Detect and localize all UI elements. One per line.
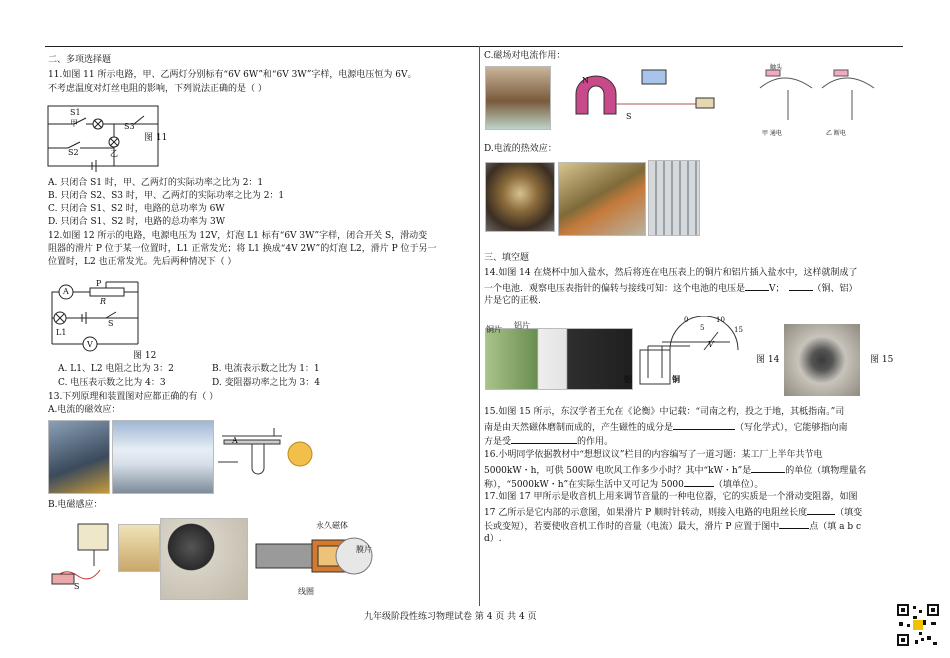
q17-answer-blank-2[interactable] <box>779 520 809 529</box>
q15-answer-blank-1[interactable] <box>673 421 735 430</box>
fig11-jia: 甲 <box>70 119 78 128</box>
q11-option-a: A. 只闭合 S1 时，甲、乙两灯的实际功率之比为 2：1 <box>48 178 264 188</box>
microphone-diagram <box>252 526 376 590</box>
fig14-copper-label: 铜片 <box>486 325 502 334</box>
q14-text-2b: V； <box>769 284 785 294</box>
q16-answer-blank-1[interactable] <box>751 464 785 473</box>
fig11-s1: S1 <box>70 108 81 117</box>
q12-text-3: 位置时，L2 也正常发光。先后两种情况下（ ） <box>48 257 237 267</box>
column-divider <box>479 46 480 606</box>
q15-text-2 <box>484 421 848 434</box>
q16-text-2 <box>484 464 866 477</box>
q13-option-d: D.电流的热效应： <box>484 144 557 154</box>
figB-s: S <box>74 582 80 591</box>
figB-magnet: 永久磁体 <box>316 521 348 530</box>
oil-heater-photo <box>648 160 700 236</box>
q12-text-2: 阻器的滑片 P 位于某一位置时，L1 正常发光；将 L1 换成“4V 2W”的灯泡 L2，滑片 P 位于另一 <box>48 244 437 254</box>
electric-relay-photo <box>558 162 646 236</box>
q13-text: 13.下列原理和装置图对应都正确的有（ ） <box>48 392 219 402</box>
q15-text-3 <box>484 435 613 448</box>
fig14-aluminum-label: 铝片 <box>514 321 530 330</box>
qr-code-icon <box>895 602 941 648</box>
fig14-tick-0: 0 <box>684 316 689 324</box>
q15-text-3a: 方是受 <box>484 437 512 447</box>
q14-text-1: 14.如图 14 在烧杯中加入盐水，然后将连在电压表上的铜片和铝片插入盐水中，这样就制成了 <box>484 268 858 278</box>
galvanometer-photo <box>118 524 160 572</box>
q14-answer-blank-1[interactable] <box>745 282 769 291</box>
figure-11-circuit <box>44 98 194 178</box>
generator-photo <box>160 518 248 600</box>
q11-option-d: D. 只闭合 S1、S2 时，电路的总功率为 3W <box>48 217 225 227</box>
q16-text-3 <box>484 478 763 491</box>
q11-option-c: C. 只闭合 S1、S2 时，电路的总功率为 6W <box>48 204 225 214</box>
q17-text-3b: 点（填 a b c <box>809 522 862 532</box>
q13-option-c: C.磁场对电流作用： <box>484 51 566 61</box>
magnetic-force-diagram <box>556 64 736 130</box>
fig14-v: V <box>708 340 714 349</box>
figB-coil: 线圈 <box>298 587 314 596</box>
q11-option-b: B. 只闭合 S2、S3 时，甲、乙两灯的实际功率之比为 2：1 <box>48 191 285 201</box>
section-3-title: 三、填空题 <box>484 253 530 263</box>
figC-s: S <box>626 112 632 121</box>
q13-option-b: B.电磁感应： <box>48 500 103 510</box>
q17-text-1: 17.如图 17 甲所示是收音机上用来调节音量的一种电位器，它的实质是一个滑动变阻器，如图 <box>484 492 858 502</box>
q14-answer-blank-2[interactable] <box>789 282 813 291</box>
fig12-voltmeter: V <box>87 340 93 349</box>
q17-text-4: d）. <box>484 534 502 544</box>
q15-answer-blank-2[interactable] <box>511 435 577 444</box>
q16-text-3b: （填单位）。 <box>713 480 764 490</box>
q17-text-2a: 17 乙所示是它内部的示意图，如果滑片 P 顺时针转动，则接入电路的电阻丝长度 <box>484 508 808 518</box>
fig12-l1: L1 <box>56 328 67 337</box>
fig11-s2: S2 <box>68 148 79 157</box>
q12-option-c: C. 电压表示数之比为 4：3 <box>58 378 166 388</box>
figA-label: A <box>232 436 238 445</box>
fig14-cu2: 铜 <box>672 374 680 384</box>
q16-text-2b: 的单位（填物理量名 <box>785 466 867 476</box>
section-2-title: 二、多项选择题 <box>48 55 112 65</box>
q16-text-1: 16.小明同学依据教材中“想想议议”栏目的内容编写了一道习题：某工厂上半年共节电 <box>484 450 823 460</box>
motor-model-photo <box>485 66 551 130</box>
q11-text-1: 11.如图 11 所示电路，甲、乙两灯分别标有“6V 6W”和“6V 3W”字样，电源电压恒为 6V。 <box>48 70 417 80</box>
fig15-caption: 图 15 <box>870 355 894 365</box>
figC-n: N <box>582 76 589 85</box>
q17-answer-blank-1[interactable] <box>807 506 835 515</box>
figC-jia: 甲 通电 <box>762 130 782 137</box>
fig14-caption: 图 14 <box>756 355 780 365</box>
q12-text-1: 12.如图 12 所示的电路，电源电压为 12V，灯泡 L1 标有“6V 3W”字样，闭合开关 S，滑动变 <box>48 231 428 241</box>
page-footer: 九年级阶段性练习物理试卷 第 4 页 共 4 页 <box>364 612 537 622</box>
fig14-tick-15: 15 <box>734 326 743 334</box>
q16-answer-blank-2[interactable] <box>684 478 714 487</box>
q12-option-a: A. L1、L2 电阻之比为 3：2 <box>58 364 174 374</box>
fig11-s3: S3 <box>124 122 135 131</box>
figB-membrane: 膜片 <box>356 545 372 554</box>
fig12-caption: 图 12 <box>133 351 157 361</box>
top-rule <box>45 46 903 47</box>
q15-text-1: 15.如图 15 所示，东汉学者王允在《论衡》中记载：“司南之杓，投之于地，其柢指南。”司 <box>484 407 845 417</box>
q17-text-3 <box>484 520 861 533</box>
q16-text-3a: 称），“5000kW・h”在实际生活中又可记为 5000 <box>484 480 684 490</box>
fig12-p: P <box>96 279 102 288</box>
q14-text-2c: （铜、铝） <box>812 284 858 294</box>
q16-text-2a: 5000kW・h，可供 500W 电吹风工作多少小时？其中“kW・h”是 <box>484 466 752 476</box>
q17-text-2 <box>484 506 862 519</box>
maglev-train-photo <box>112 420 214 494</box>
q15-text-2b: （写化学式），它能够指向南 <box>735 423 848 433</box>
q13-option-a: A.电流的磁效应： <box>48 405 121 415</box>
q11-text-2: 不考虑温度对灯丝电阻的影响，下列说法正确的是（ ） <box>48 84 267 94</box>
q12-option-b: B. 电流表示数之比为 1：1 <box>212 364 320 374</box>
fig11-caption: 图 11 <box>144 133 168 143</box>
salt-water-battery-photo <box>485 328 633 390</box>
figC-contact: 触头 <box>770 64 783 71</box>
q14-text-2a: 一个电池．观察电压表指针的偏转与接线可知：这个电池的电压是 <box>484 284 746 294</box>
fig14-tick-10: 10 <box>716 316 725 324</box>
q15-text-2a: 南是由天然磁体磨制而成的，产生磁性的成分是 <box>484 423 674 433</box>
hot-plate-photo <box>485 162 555 232</box>
figC-yi: 乙 断电 <box>826 130 846 137</box>
fig11-yi: 乙 <box>110 149 118 158</box>
electric-bell-diagram <box>214 422 318 486</box>
q14-text-2 <box>484 282 858 295</box>
q14-text-3: 片是它的正极. <box>484 296 541 306</box>
q17-text-2b: （填变 <box>835 508 863 518</box>
q17-text-3a: 长或变短），若要使收音机工作时的音量（电流）最大，滑片 P 应置于图中 <box>484 522 780 532</box>
fig14-tick-5: 5 <box>700 324 705 332</box>
crane-magnet-photo <box>48 420 110 494</box>
q12-option-d: D. 变阻器功率之比为 3：4 <box>212 378 320 388</box>
sinan-compass-photo <box>784 324 860 396</box>
induction-diagram <box>44 520 116 598</box>
fig12-s: S <box>108 319 114 328</box>
q15-text-3b: 的作用。 <box>577 437 614 447</box>
fig14-al2: 铝 <box>624 374 632 384</box>
fig12-ammeter: A <box>63 287 69 296</box>
fig12-r: R <box>100 297 107 306</box>
